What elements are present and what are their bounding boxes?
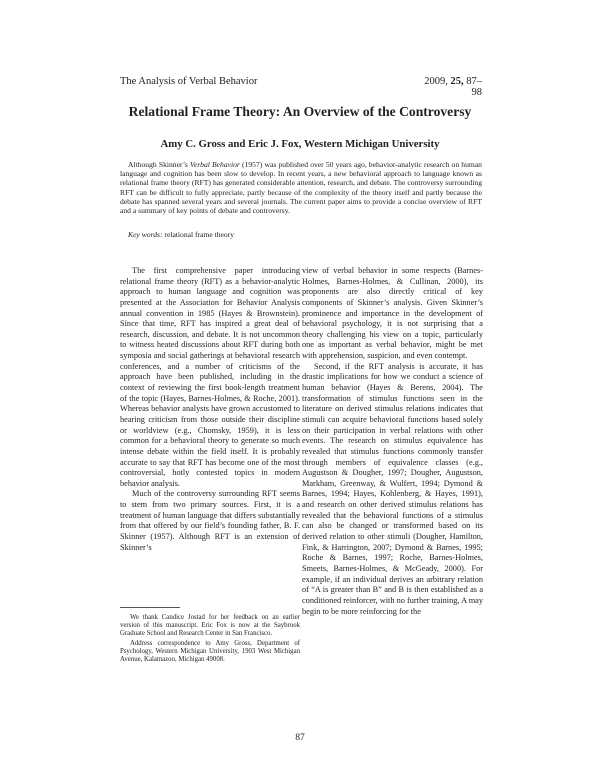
author-line: Amy C. Gross and Eric J. Fox, Western Michigan University (160, 138, 440, 150)
footnote (120, 614, 300, 667)
abstract-part1: Although Skinner’s (128, 160, 191, 169)
keywords (128, 230, 234, 239)
right-paragraph-2: Second, if the RFT analysis is accurate, it has drastic implications for how we conduct a science of human behavior (Hayes & Berens, 2004). The transformation of stimulus functions seen in the literature on derived stimulus relations indicates that stimuli can acquire behavioral functions based solely on their participation in verbal relations with other events. The research on stimulus equivalence has revealed that stimulus functions commonly transfer through members of equivalence classes (e.g., Augustson & Dougher, 1997; Dougher, Augustson, Markham, Greenway, & Wulfert, 1994; Dymond & Barnes, 1994; Hayes, Kohlenberg, & Hayes, 1991), and research on other derived stimulus relations has revealed that the behavioral functions of a stimulus can also be changed or transformed based on its derived relation to other stimuli (Dougher, Hamilton, Fink, & Harrington, 2007; Dymond & Barnes, 1995; Roche & Barnes, 1997; Roche, Barnes-Holmes, Smeets, Barnes-Holmes, & McGeady, 2000). For example, if an individual derives an arbitrary relation of “A is greater than B” and B is then established as a conditioned reinforcer, with no further training, A may begin to be more reinforcing for the (302, 361, 483, 616)
left-paragraph-2: Much of the controversy surrounding RFT seems to stem from two primary sources. First, it is a treatment of human language that differs substantially from that offered by our field’s founding father, B. F. Skinner (1957). Although RFT is an extension of Skinner’s (120, 489, 300, 552)
keywords-label: Key words: (128, 230, 163, 239)
running-header-citation (418, 76, 482, 98)
right-column (302, 266, 483, 617)
page-number: 87 (295, 733, 305, 743)
abstract-part2: (1957) was published over 50 years ago, behavior-analytic research on human language and cognition has been slow to develop. In recent years, a new behavioral approach to language known as relational frame theory (RFT) has generated considerable attention, research, and debate. The controversy surrounding RFT can be difficult to fully appreciate, partly because of the complexity of the theory itself and partly because the debate has spanned several years and several journals. The current paper aims to provide a concise overview of RFT and a summary of key points of debate and controversy. (120, 160, 482, 216)
footnote-correspondence: Address correspondence to Amy Gross, Department of Psychology, Western Michigan University, 1903 West Michigan Avenue, Kalamazoo, Michigan 49008. (120, 640, 300, 664)
running-header-journal: The Analysis of Verbal Behavior (120, 76, 258, 87)
keywords-text: relational frame theory (162, 230, 235, 239)
abstract (120, 160, 482, 215)
left-column (120, 266, 300, 553)
header-year: 2009, (424, 76, 448, 87)
paper-title: Relational Frame Theory: An Overview of the Controversy (128, 104, 472, 119)
left-paragraph-1: The first comprehensive paper introducing relational frame theory (RFT) as a behavior-analytic approach to human language and cognition was presented at the Association for Behavior Analysis annual convention in 1985 (Hayes & Brownstein). Since that time, RFT has inspired a great deal of research, discussion, and debate. It is not uncommon to witness heated discussions about RFT during both symposia and social gatherings at behavioral research conferences, and a number of criticisms of the approach have been published, including in the context of reviewing the first book-length treatment of the topic (Hayes, Barnes-Holmes, & Roche, 2001). Whereas behavior analysts have grown accustomed to hearing criticism from those outside their discipline or worldview (e.g., Chomsky, 1959), it is less common for a behavioral theory to generate so much intense debate within the field itself. It is probably accurate to say that RFT has become one of the most controversial, hotly contested topics in modern behavior analysis. (120, 266, 300, 488)
abstract-book-title: Verbal Behavior (190, 160, 240, 169)
footnote-divider (120, 607, 180, 608)
footnote-acknowledgment: We thank Candice Jostad for her feedback on an earlier version of this manuscript. Eric Fox is now at the Saybrook Graduate School and Research Center in San Francisco. (120, 614, 300, 638)
header-pages: 87–98 (466, 76, 482, 98)
right-paragraph-1: view of verbal behavior in some respects (Barnes-Holmes, Barnes-Holmes, & Cullinan, 2000), its proponents are also directly critical of key components of Skinner’s analysis. Given Skinner’s prominence and importance in the development of behavioral psychology, it is not surprising that a theory challenging his view on a topic, particularly one as important as verbal behavior, might be met with apprehension, suspicion, and even contempt. (302, 266, 483, 361)
header-volume: 25, (450, 76, 464, 87)
